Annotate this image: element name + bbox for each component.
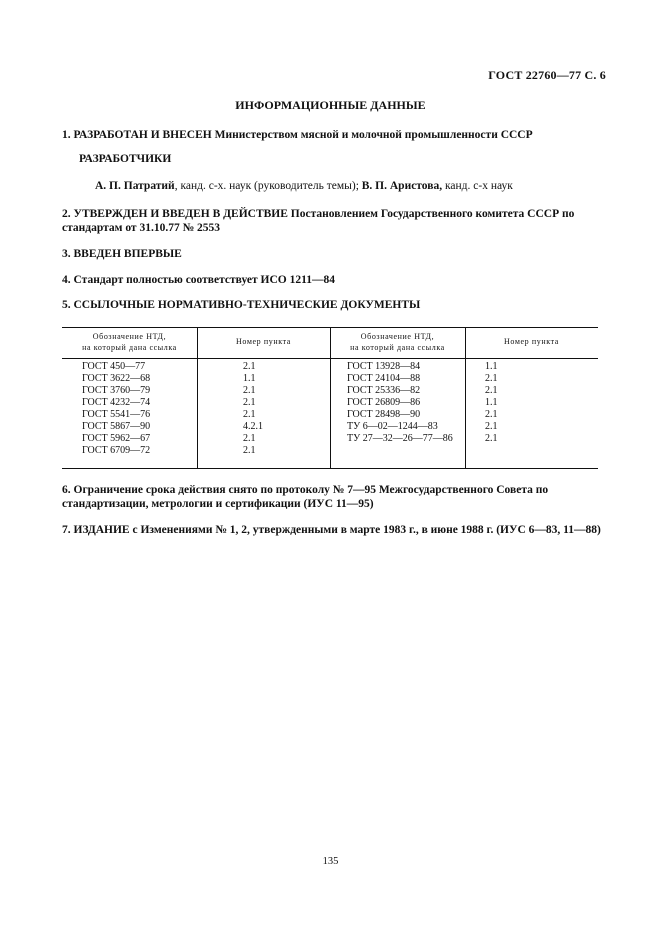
- item-first-introduced: 3. ВВЕДЕН ВПЕРВЫЕ: [62, 248, 182, 260]
- table-column-items-right: [485, 361, 498, 445]
- table-cell: 2.1: [243, 433, 256, 444]
- developer-role-1: , канд. с-х. наук (руководитель темы);: [174, 180, 359, 192]
- table-cell: ТУ 27—32—26—77—86: [347, 433, 453, 444]
- table-header-doc-line2: на который дана ссылка: [350, 343, 445, 352]
- developer-name-2: В. П. Аристова,: [361, 180, 443, 192]
- table-cell: ГОСТ 26809—86: [347, 397, 421, 408]
- table-header-item-right: Номер пункта: [504, 337, 559, 346]
- table-header-item-left: Номер пункта: [236, 337, 291, 346]
- page-number: 135: [322, 856, 339, 867]
- table-cell: ГОСТ 4232—74: [82, 397, 151, 408]
- developers-list: [95, 180, 513, 192]
- table-column-docs-left: [82, 361, 150, 457]
- table-cell: 1.1: [243, 373, 256, 384]
- table-header-doc-line1: Обозначение НТД,: [92, 332, 167, 341]
- table-cell: 2.1: [485, 373, 498, 384]
- table-column-divider: [465, 328, 466, 468]
- table-cell: 4.2.1: [243, 421, 263, 432]
- item-validity-limit: 6. Ограничение срока действия снято по протоколу № 7—95 Межгосударственного Совета по стандартизации, метрологии и сертификации (ИУС 11—95): [62, 484, 549, 510]
- document-number: ГОСТ 22760—77 С. 6: [488, 68, 606, 82]
- item-iso-compliance: 4. Стандарт полностью соответствует ИСО 1211—84: [62, 274, 335, 286]
- table-header-doc-left: [62, 331, 197, 353]
- table-cell: 1.1: [485, 361, 498, 372]
- table-cell: ГОСТ 25336—82: [347, 385, 421, 396]
- developer-name-1: А. П. Патратий: [95, 180, 175, 192]
- item-developed-rest: Министерством мясной и молочной промышленности СССР: [211, 129, 533, 141]
- table-column-divider: [197, 328, 198, 468]
- table-cell: ТУ 6—02—1244—83: [347, 421, 438, 432]
- table-cell: 1.1: [485, 397, 498, 408]
- item-developed-lead: 1. РАЗРАБОТАН И ВНЕСЕН: [62, 129, 212, 141]
- table-cell: ГОСТ 28498—90: [347, 409, 421, 420]
- table-cell: ГОСТ 5541—76: [82, 409, 151, 420]
- table-cell: ГОСТ 450—77: [82, 361, 146, 372]
- table-cell: 2.1: [485, 385, 498, 396]
- table-cell: 2.1: [243, 397, 256, 408]
- page-title: ИНФОРМАЦИОННЫЕ ДАННЫЕ: [235, 98, 426, 112]
- table-cell: 2.1: [485, 409, 498, 420]
- table-header-doc-line1: Обозначение НТД,: [360, 332, 435, 341]
- table-cell: 2.1: [243, 361, 256, 372]
- table-header-doc-right: [330, 331, 465, 353]
- table-cell: 2.1: [243, 445, 256, 456]
- item-edition: 7. ИЗДАНИЕ с Изменениями № 1, 2, утвержденными в марте 1983 г., в июне 1988 г. (ИУС 6—83, 11—88): [62, 524, 601, 536]
- table-cell: ГОСТ 3622—68: [82, 373, 151, 384]
- item-developed-by: [62, 128, 601, 142]
- table-cell: ГОСТ 3760—79: [82, 385, 151, 396]
- reference-documents-table: [62, 327, 598, 469]
- item-approved: 2. УТВЕРЖДЕН И ВВЕДЕН В ДЕЙСТВИЕ Постановлением Государственного комитета СССР по стандартам от 31.10.77 № 2553: [62, 208, 575, 234]
- table-column-docs-right: [347, 361, 453, 445]
- table-cell: ГОСТ 5962—67: [82, 433, 151, 444]
- developer-role-2: канд. с-х наук: [442, 180, 513, 192]
- table-cell: ГОСТ 24104—88: [347, 373, 421, 384]
- table-cell: 2.1: [243, 385, 256, 396]
- table-header-doc-line2: на который дана ссылка: [82, 343, 177, 352]
- table-cell: 2.1: [485, 433, 498, 444]
- developers-heading: РАЗРАБОТЧИКИ: [79, 153, 172, 165]
- table-cell: ГОСТ 5867—90: [82, 421, 151, 432]
- table-cell: 2.1: [485, 421, 498, 432]
- table-cell: 2.1: [243, 409, 256, 420]
- table-cell: ГОСТ 13928—84: [347, 361, 421, 372]
- table-column-items-left: [243, 361, 263, 457]
- item-reference-docs: 5. ССЫЛОЧНЫЕ НОРМАТИВНО-ТЕХНИЧЕСКИЕ ДОКУМЕНТЫ: [62, 299, 421, 311]
- table-cell: ГОСТ 6709—72: [82, 445, 151, 456]
